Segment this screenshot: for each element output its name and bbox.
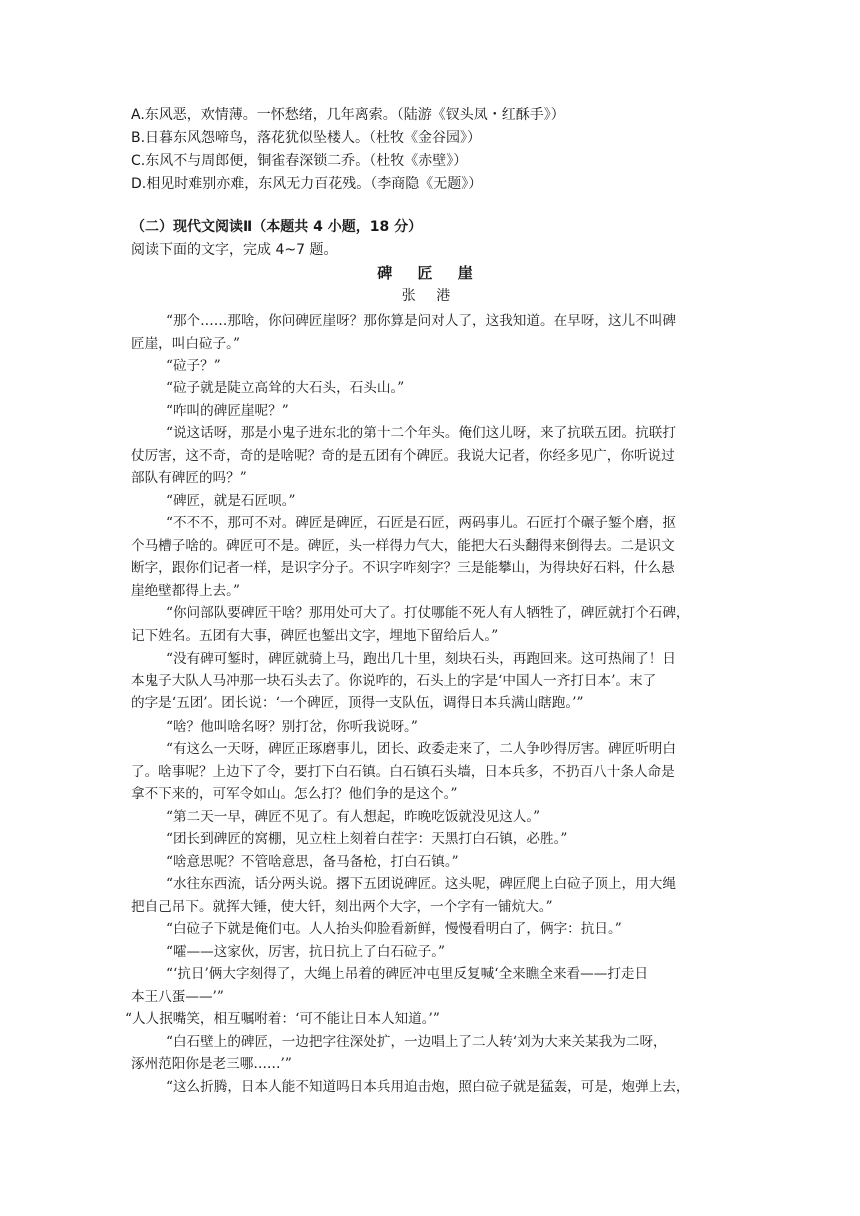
article-line: “砬子就是陡立高耸的大石头，石头山。” bbox=[166, 380, 405, 396]
article-line: 的字是‘五团’。团长说：‘一个碑匠，顶得一支队伍，调得日本兵满山瞎跑。’” bbox=[131, 695, 584, 711]
article-line: “白石壁上的碑匠，一边把字往深处扩，一边唱上了二人转‘刘为大来关某我为二呀， bbox=[166, 1034, 667, 1050]
article-line: 本鬼子大队人马冲那一块石头去了。你说咋的，石头上的字是‘中国人一齐打日本’。末了 bbox=[131, 673, 657, 689]
article-line: 本王八蛋——’” bbox=[131, 989, 224, 1005]
article-line: “啥意思呢？不管啥意思，备马备枪，打白石镇。” bbox=[166, 854, 459, 870]
article-line: “这么折腾，日本人能不知道吗日本兵用迫击炮，照白砬子就是猛轰，可是，炮弹上去， bbox=[166, 1079, 690, 1095]
article-line: “水往东西流，话分两头说。撂下五团说碑匠。这头呢，碑匠爬上白砬子顶上，用大绳 bbox=[166, 876, 676, 892]
article-line: 部队有碑匠的吗？” bbox=[131, 470, 247, 486]
article-line: 崖绝壁都得上去。” bbox=[131, 583, 240, 599]
article-line: “不不不，那可不对。碑匠是碑匠，石匠是石匠，两码事儿。石匠打个碾子錾个磨，抠 bbox=[166, 515, 676, 531]
article-line: 拿不下来的，可军令如山。怎么打？他们争的是这个。” bbox=[131, 786, 458, 802]
article-title: 碑 匠 崖 bbox=[377, 264, 483, 282]
option-c: C.东风不与周郎便，铜雀春深锁二乔。（杜牧《赤壁》） bbox=[131, 153, 468, 169]
article-line: “团长到碑匠的窝棚，见立柱上刻着白茬字：天黑打白石镇，必胜。” bbox=[166, 831, 568, 847]
article-line: “有这么一天呀，碑匠正琢磨事儿，团长、政委走来了，二人争吵得厉害。碑匠听明白 bbox=[166, 741, 676, 757]
article-line: “没有碑可錾时，碑匠就骑上马，跑出几十里，刻块石头，再跑回来。这可热闹了！日 bbox=[166, 651, 676, 667]
article-line: “说这话呀，那是小鬼子进东北的第十二个年头。俺们这儿呀，来了抗联五团。抗联打 bbox=[166, 425, 676, 441]
article-line: “碑匠，就是石匠呗。” bbox=[166, 493, 296, 509]
article-line: “人人抿嘴笑，相互嘱咐着：‘可不能让日本人知道。’” bbox=[125, 1011, 440, 1027]
article-line: 仗厉害，这不奇，奇的是啥呢？奇的是五团有个碑匠。我说大记者，你经多见广，你听说过 bbox=[131, 448, 675, 464]
article-line: “咋叫的碑匠崖呢？” bbox=[166, 403, 289, 419]
article-line: 把自己吊下。就挥大锤，使大钎，刻出两个大字，一个字有一铺炕大。” bbox=[131, 899, 553, 915]
article-line: “第二天一早，碑匠不见了。有人想起，昨晚吃饭就没见这人。” bbox=[166, 809, 541, 825]
article-line: 断字，跟你们记者一样，是识字分子。不识字咋刻字？三是能攀山，为得块好石料，什么悬 bbox=[131, 560, 675, 576]
article-line: 记下姓名。五团有大事，碑匠也錾出文字，埋地下留给后人。” bbox=[131, 628, 499, 644]
option-b: B.日暮东风怨啼鸟，落花犹似坠楼人。（杜牧《金谷园》） bbox=[131, 130, 482, 146]
article-line: “砬子？” bbox=[166, 358, 221, 374]
reading-instruction: 阅读下面的文字，完成 4~7 题。 bbox=[131, 242, 338, 258]
article-line: 了。啥事呢？上边下了令，要打下白石镇。白石镇石头墙，日本兵多，不扔百八十条人命是 bbox=[131, 764, 675, 780]
article-line: “嚯——这家伙，厉害，抗日抗上了白石砬子。” bbox=[166, 944, 445, 960]
article-line: “那个……那啥，你问碑匠崖呀？那你算是问对人了，这我知道。在早呀，这儿不叫碑 bbox=[166, 313, 676, 329]
article-line: 涿州范阳你是老三哪……’” bbox=[131, 1056, 292, 1072]
article-line: “‘抗日’俩大字刻得了，大绳上吊着的碑匠冲屯里反复喊‘全来瞧全来看——打走日 bbox=[166, 966, 649, 982]
article-line: “你问部队要碑匠干啥？那用处可大了。打仗哪能不死人有人牺牲了，碑匠就打个石碑， bbox=[166, 605, 690, 621]
article-line: “白砬子下就是俺们屯。人人抬头仰脸看新鲜，慢慢看明白了，俩字：抗日。” bbox=[166, 921, 622, 937]
section-heading: （二）现代文阅读Ⅱ（本题共 4 小题，18 分） bbox=[131, 219, 423, 235]
article-line: 个马槽子啥的。碑匠可不是。碑匠，头一样得力气大，能把大石头翻得来倒得去。二是识文 bbox=[131, 538, 675, 554]
option-d: D.相见时难别亦难，东风无力百花残。（李商隐《无题》） bbox=[131, 176, 483, 192]
article-line: 匠崖，叫白砬子。” bbox=[131, 336, 240, 352]
article-author: 张 港 bbox=[401, 288, 459, 304]
option-a: A.东风恶，欢情薄。一怀愁绪，几年离索。（陆游《钗头凤・红酥手》） bbox=[131, 107, 565, 123]
article-line: “啥？他叫啥名呀？别打岔，你听我说呀。” bbox=[166, 719, 418, 735]
